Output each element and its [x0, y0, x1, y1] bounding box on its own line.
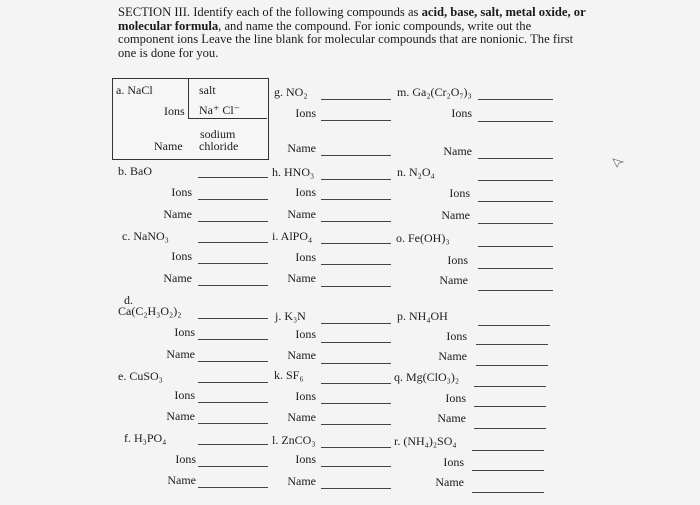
- name-blank-f[interactable]: [198, 487, 268, 488]
- ions-label-h: Ions: [295, 185, 316, 199]
- ions-blank-q[interactable]: [474, 406, 546, 407]
- ions-blank-p[interactable]: [476, 344, 548, 345]
- compound-h: h. HNO₃: [272, 165, 315, 179]
- example-divider-v: [188, 78, 189, 118]
- compound-o: o. Fe(OH)₃: [396, 231, 450, 245]
- name-label-a: Name: [154, 139, 183, 153]
- instructions-bold-1: acid, base, salt, metal oxide,: [421, 5, 571, 19]
- name-label-k: Name: [287, 410, 316, 424]
- name-label-q: Name: [437, 411, 466, 425]
- name-label-l: Name: [287, 474, 316, 488]
- ions-blank-m[interactable]: [478, 121, 553, 122]
- compound-f: f. H₃PO₄: [124, 431, 167, 445]
- ions-label-j: Ions: [295, 327, 316, 341]
- compound-b: b. BaO: [118, 164, 152, 178]
- ions-label-p: Ions: [446, 329, 467, 343]
- type-blank-l[interactable]: [321, 447, 391, 448]
- name-blank-l[interactable]: [321, 488, 391, 489]
- ions-blank-r[interactable]: [472, 470, 544, 471]
- example-type-answer: salt: [199, 83, 216, 97]
- name-blank-k[interactable]: [321, 424, 391, 425]
- type-blank-h[interactable]: [321, 179, 391, 180]
- compound-m: m. Ga₂(Cr₂O₇)₃: [397, 85, 472, 99]
- compound-c: c. NaNO₃: [122, 229, 169, 243]
- example-name-line2: chloride: [199, 139, 239, 153]
- mouse-cursor-icon: [612, 156, 624, 168]
- type-blank-b[interactable]: [198, 177, 268, 178]
- type-blank-n[interactable]: [478, 180, 553, 181]
- instructions-bold-2: or molecular formula: [118, 5, 586, 33]
- ions-blank-j[interactable]: [321, 342, 391, 343]
- name-label-g: Name: [287, 141, 316, 155]
- name-blank-n[interactable]: [478, 223, 553, 224]
- type-blank-p[interactable]: [478, 325, 550, 326]
- name-blank-r[interactable]: [472, 492, 544, 493]
- name-label-c: Name: [163, 271, 192, 285]
- compound-e: e. CuSO₃: [118, 369, 163, 383]
- type-blank-g[interactable]: [321, 99, 391, 100]
- name-label-f: Name: [167, 473, 196, 487]
- name-label-p: Name: [438, 349, 467, 363]
- ions-label-i: Ions: [295, 250, 316, 264]
- name-blank-j[interactable]: [321, 363, 391, 364]
- compound-k: k. SF₆: [274, 368, 304, 382]
- example-ions-answer: Na⁺ Cl⁻: [199, 103, 240, 117]
- ions-blank-k[interactable]: [321, 403, 391, 404]
- compound-r: r. (NH₄)₂SO₄: [394, 434, 457, 448]
- compound-a: a. NaCl: [116, 83, 153, 97]
- name-blank-h[interactable]: [321, 221, 391, 222]
- ions-label-f: Ions: [175, 452, 196, 466]
- name-blank-i[interactable]: [321, 286, 391, 287]
- ions-label-m: Ions: [451, 106, 472, 120]
- compound-q: q. Mg(ClO₃)₂: [394, 370, 460, 384]
- ions-label-n: Ions: [449, 186, 470, 200]
- name-label-d: Name: [166, 347, 195, 361]
- name-blank-c[interactable]: [198, 285, 268, 286]
- type-blank-q[interactable]: [474, 386, 546, 387]
- compound-g: g. NO₂: [274, 85, 308, 99]
- ions-label-o: Ions: [447, 253, 468, 267]
- instructions-text-2: , and name the compound. For ionic compounds, write out the component ions Leave the line blank for molecular compounds that are nonionic. The first one is done for you.: [118, 18, 574, 60]
- name-label-r: Name: [435, 475, 464, 489]
- ions-blank-o[interactable]: [478, 268, 553, 269]
- type-blank-i[interactable]: [321, 243, 391, 244]
- type-blank-m[interactable]: [478, 99, 553, 100]
- ions-label-q: Ions: [445, 391, 466, 405]
- name-label-n: Name: [441, 208, 470, 222]
- compound-j: j. K₃N: [275, 309, 306, 323]
- name-blank-m[interactable]: [478, 158, 553, 159]
- type-blank-r[interactable]: [472, 450, 544, 451]
- ions-label-a: Ions: [164, 104, 185, 118]
- name-blank-g[interactable]: [321, 155, 391, 156]
- name-label-o: Name: [439, 273, 468, 287]
- ions-blank-c[interactable]: [198, 263, 268, 264]
- example-name-line1: sodium: [200, 127, 236, 141]
- name-label-m: Name: [443, 144, 472, 158]
- ions-blank-n[interactable]: [478, 201, 553, 202]
- compound-i: i. AlPO₄: [272, 229, 313, 243]
- type-blank-j[interactable]: [321, 323, 391, 324]
- ions-blank-l[interactable]: [321, 466, 391, 467]
- compound-d: Ca(C₂H₃O₂)₂: [118, 304, 182, 318]
- ions-blank-i[interactable]: [321, 264, 391, 265]
- ions-label-r: Ions: [443, 455, 464, 469]
- ions-blank-h[interactable]: [321, 199, 391, 200]
- name-label-j: Name: [287, 348, 316, 362]
- name-blank-o[interactable]: [478, 290, 553, 291]
- instructions-paragraph: [118, 6, 588, 60]
- name-label-e: Name: [166, 409, 195, 423]
- ions-label-g: Ions: [295, 106, 316, 120]
- name-blank-b[interactable]: [198, 221, 268, 222]
- type-blank-c[interactable]: [198, 242, 268, 243]
- type-blank-e[interactable]: [198, 382, 268, 383]
- name-blank-e[interactable]: [198, 423, 268, 424]
- compound-l: l. ZnCO₃: [272, 433, 316, 447]
- type-blank-k[interactable]: [321, 383, 391, 384]
- name-label-i: Name: [287, 271, 316, 285]
- type-blank-f[interactable]: [198, 444, 268, 445]
- name-label-b: Name: [163, 207, 192, 221]
- name-blank-d[interactable]: [198, 361, 268, 362]
- compound-p: p. NH₄OH: [397, 309, 448, 323]
- compound-n: n. N₂O₄: [397, 165, 435, 179]
- ions-label-k: Ions: [295, 389, 316, 403]
- ions-blank-f[interactable]: [198, 466, 268, 467]
- type-blank-d[interactable]: [198, 318, 268, 319]
- instructions-text-1: SECTION III. Identify each of the following compounds as: [118, 5, 422, 19]
- ions-blank-b[interactable]: [198, 199, 268, 200]
- compound-d-letter: d.: [124, 293, 133, 307]
- ions-blank-d[interactable]: [198, 339, 268, 340]
- name-blank-q[interactable]: [474, 428, 546, 429]
- example-divider-h: [188, 118, 267, 119]
- ions-label-b: Ions: [171, 185, 192, 199]
- name-blank-p[interactable]: [476, 365, 548, 366]
- type-blank-o[interactable]: [478, 246, 553, 247]
- ions-label-d: Ions: [174, 325, 195, 339]
- name-label-h: Name: [287, 207, 316, 221]
- ions-blank-e[interactable]: [198, 402, 268, 403]
- ions-label-e: Ions: [174, 388, 195, 402]
- ions-blank-g[interactable]: [321, 120, 391, 121]
- ions-label-l: Ions: [295, 452, 316, 466]
- ions-label-c: Ions: [171, 249, 192, 263]
